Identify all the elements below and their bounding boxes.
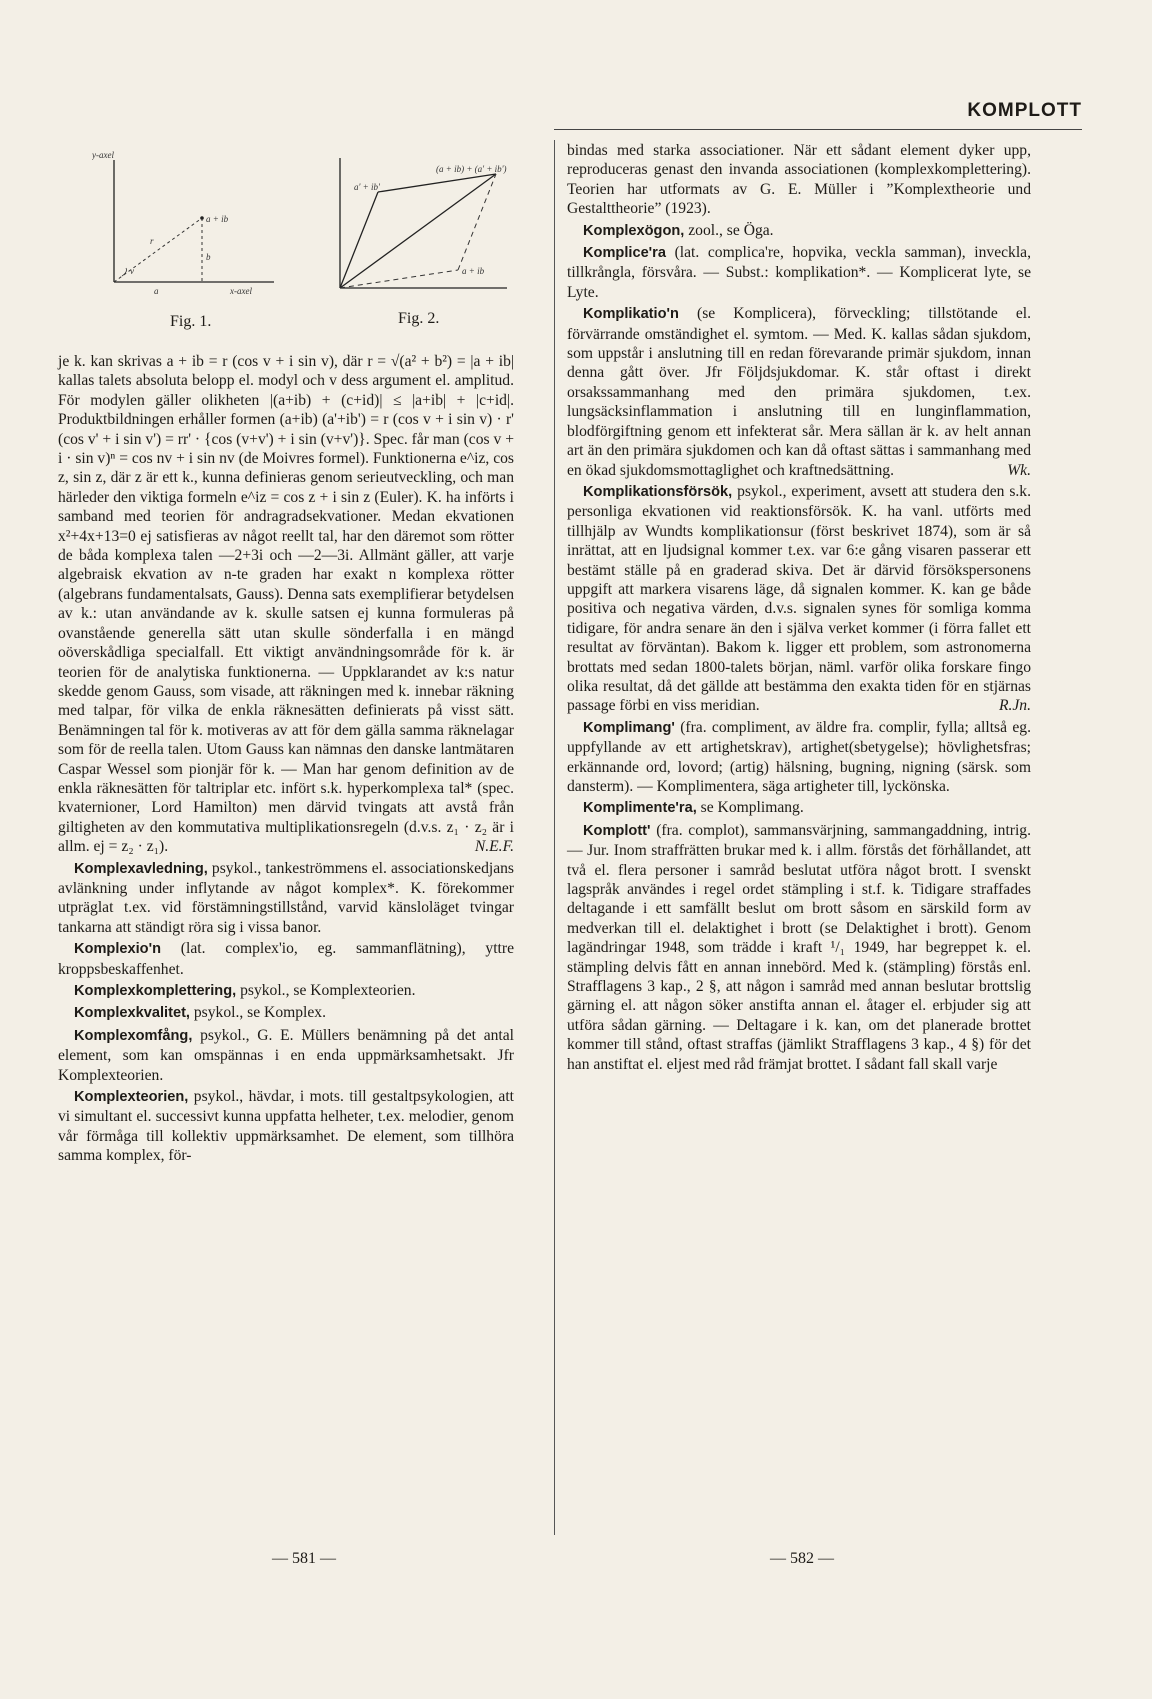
signature: Wk.: [1007, 461, 1031, 479]
figure-2: [332, 148, 512, 298]
fig1-a-label: a: [154, 286, 159, 296]
column-divider: [554, 140, 555, 1535]
signature: R.Jn.: [998, 697, 1031, 715]
fig1-b-label: b: [206, 252, 211, 262]
entry-komplexkvalitet: Komplexkvalitet, psykol., se Komplex.: [74, 1004, 326, 1022]
fig1-r-label: r: [150, 236, 154, 246]
right-para-0: bindas med starka associationer. När ett sådant element dyker upp, reproduceras genast den invanda associationen (komplexkomplettering). Teorien har utformats av G. E. Müller i ”Komplextheorie und Gestalttheorie” (1923).: [567, 142, 1031, 218]
fig2-sum-label: (a + ib) + (a' + ib'): [436, 164, 507, 174]
left-para-0: je k. kan skrivas a + ib = r (cos v + i sin v), där r = √(a² + b²) = |a + ib| kallas talets absoluta belopp el. modyl och v dess argument el. amplitud. För modylen gäller olikheten |(a+ib) + (c+id)| ≤ |a+ib| + |c+id|. Produktbildningen erhåller formen (a+ib) (a'+ib') = r (cos v + i sin v) · r' (cos v' + i sin v') = rr' · {cos (v+v') + i sin (v+v')}. Spec. får man (cos v + i · sin v)ⁿ = cos nv + i sin nv (de Moivres formel). Funktionerna e^iz, cos z, sin z, där z är ett k., kunna definieras genom serieutveckling, och man härleder den viktiga formeln e^iz = cos z + i sin z (Euler). K. ha införts i samband med teorien för andragradsekvationer. Medan ekvationen x²+4x+13=0 ej satisfieras av något reellt tal, har den däremot som rötter de båda komplexa talen —2+3i och —2—3i. Allmänt gäller, att varje algebraisk ekvation av n-te graden har exakt n komplexa rötter (algebrans fundamentalsats, Gauss). Denna sats exemplifierar betydelsen av k.: utan användande av k. skulle satsen ej kunna formuleras på ovanstående generella sätt utan skulle sönderfalla i en mängd oöverskådliga specialfall. Ett viktigt användningsområde för k. är teorien för de analytiska funktionerna. — Uppklarandet av k:s natur skedde genom Gauss, som visade, att räkningen med k. innebar räkning med talpar, för vilka de enkla räknesätten definierats på visst sätt. Benämningen tal för k. motiveras av att för dem gälla samma räknelagar som för de reella talen. Utom Gauss kan nämnas den danske lantmätaren Caspar Wessel som pionjär för k. — Man har genom definition av de enkla räknesätten för taltriplar etc. infört s.k. hyperkomplexa tal* (spec. kvaternioner, Lord Hamilton) men därvid tvingats att avstå från giltigheten av den kommutativa multiplikationsregeln (d.v.s. z₁ · z₂ är i allm. ej = z₂ · z₁). N.E.F.: [58, 353, 514, 856]
entry-komplicera: Komplice'ra (lat. complica're, hopvika, veckla samman), inveckla, tillkrångla, försvåra. — Subst.: komplikation*. — Komplicerat lyte, se Lyte.: [567, 244, 1031, 301]
fig1-yaxis-label: y-axel: [92, 150, 114, 160]
fig1-point-label: a + ib: [206, 214, 229, 224]
entry-komplexavledning: Komplexavledning, psykol., tankeströmmens el. associationskedjans avlänkning under inflytande av något komplex*. K. förekommer utpräglat t.ex. vid förstämningstillstånd, varvid känsloläget tvingar tankarna att ständigt röra sig i vissa banor.: [58, 859, 514, 936]
figure-2-caption: Fig. 2.: [398, 310, 440, 327]
entry-komplexion: Komplexio'n (lat. complex'io, eg. sammanflätning), yttre kroppsbeskaffenhet.: [58, 940, 514, 978]
entry-komplexkomplettering: Komplexkomplettering, psykol., se Komplexteorien.: [74, 982, 416, 999]
entry-komplimang: Komplimang' (fra. compliment, av äldre fra. complir, fylla; alltså eg. uppfyllande av ett artighetskrav), artighet(sbetygelse); hövlighetsfras; erkännande ord, lovord; (artig) hälsning, bugning, nigning (särsk. som dansterm). — Komplimentera, säga artigheter till, lyckönska.: [567, 718, 1031, 795]
fig2-a2-label: a' + ib': [354, 182, 380, 192]
entry-komplikation: Komplikatio'n (se Komplicera), förveckling; tillstötande el. förvärrande omständighet el. symtom. — Med. K. kallas sådan sjukdom, som uppstår i anslutning till en redan förevarande primär sjukdom, innan denna gått över. Jfr Följdsjukdomar. K. står oftast i direkt orsakssammanhang med den primära sjukdomen, t.ex. lungsäcksinflammation i anslutning till en lunginflammation, blodförgiftning genom ett infekterat sår. Mera sällan är k. av helt annan art än den primära sjukdomen och kan då oftast sättas i sammanhang med en ökad sjukdomsmottaglighet och kraftnedsättning. Wk.: [567, 305, 1031, 479]
entry-komplott: Komplott' (fra. complot), sammansvärjning, sammangaddning, intrig. — Jur. Inom straffrätten brukar med k. i allm. förstås det förhållandet, att två el. flera personer i samråd beslutat utföra något brott. I svenskt lagspråk användes i regel ordet stämpling i st.f. k. Tidigare straffades deltagande i ett samfällt beslut om brott såsom en särskild form av medverkan till el. delaktighet i brott (se Delaktighet i brott). Genom lagändringar 1948, som trädde i kraft ¹/₁ 1949, har begreppet k. el. stämpling delvis fått en annan innebörd. Med k. (stämpling) förstås enl. Strafflagens 3 kap., 2 §, att någon i samråd med annan beslutar brottslig gärning el. att någon söker anstifta annan el. åtager el. erbjuder sig att utföra sådan gärning. — Deltagare i k. kan, om det planerade brottet kommer till stånd, oftast straffas (jämlikt Strafflagens 3 kap., 4 §) för det han anstiftat el. eljest med råd främjat brottet. I sådant fall skall varje: [567, 821, 1031, 1073]
header-rule: [554, 129, 1082, 130]
fig1-v-label: v: [130, 266, 134, 276]
entry-komplimentera: Komplimente'ra, se Komplimang.: [583, 799, 804, 817]
page-number-left: — 581 —: [272, 1550, 336, 1567]
figure-1: [92, 148, 282, 298]
fig2-a1-label: a + ib: [462, 266, 485, 276]
figure-1-caption: Fig. 1.: [170, 313, 212, 330]
fig1-xaxis-label: x-axel: [230, 286, 252, 296]
entry-komplexogon: Komplexögon, zool., se Öga.: [583, 221, 774, 239]
entry-komplexteorien: Komplexteorien, psykol., hävdar, i mots. till gestaltpsykologien, att vi simultant el. successivt kunna uppfatta helheter, t.ex. melodier, genom vår förmåga till kollektiv uppmärksamhet. De element, som tillhöra samma komplex, för-: [58, 1088, 514, 1165]
page-number-right: — 582 —: [770, 1550, 834, 1567]
entry-komplikationsforsok: Komplikationsförsök, psykol., experiment, avsett att studera den s.k. personliga ekvationen vid reaktionsförsök. K. ha vanl. utförts med tillhjälp av Wundts komplikationsur (först beskrivet 1874), som är så inrättat, att en ljudsignal kommer t.ex. var 6:e gång visaren passerar ett bestämt ställe på en graderad skiva. Det är därvid försökspersonens uppgift att markera visarens läge, då signalen kommer. K. kan ge både positiva och negativa värden, d.v.s. signalen synes för somliga komma tidigare, för andra senare än den i själva verket kommer (i förra fallet ett resultat av förväntan). Bakom k. ligger ett problem, som astronomerna brottats med sedan 1800-talets början, näml. varför olika forskare fingo olika resultat, då det gällde att bestämma den exakta tiden för en stjärnas passage förbi en viss meridian. R.Jn.: [567, 482, 1031, 715]
running-head: KOMPLOTT: [967, 100, 1082, 121]
right-column: [567, 141, 1031, 1076]
left-column: [58, 352, 514, 1168]
entry-komplexomfang: Komplexomfång, psykol., G. E. Müllers benämning på det antal element, som kan omspännas i en enda uppmärksamhetsakt. Jfr Komplexteorien.: [58, 1026, 514, 1084]
signature: N.E.F.: [474, 838, 514, 856]
